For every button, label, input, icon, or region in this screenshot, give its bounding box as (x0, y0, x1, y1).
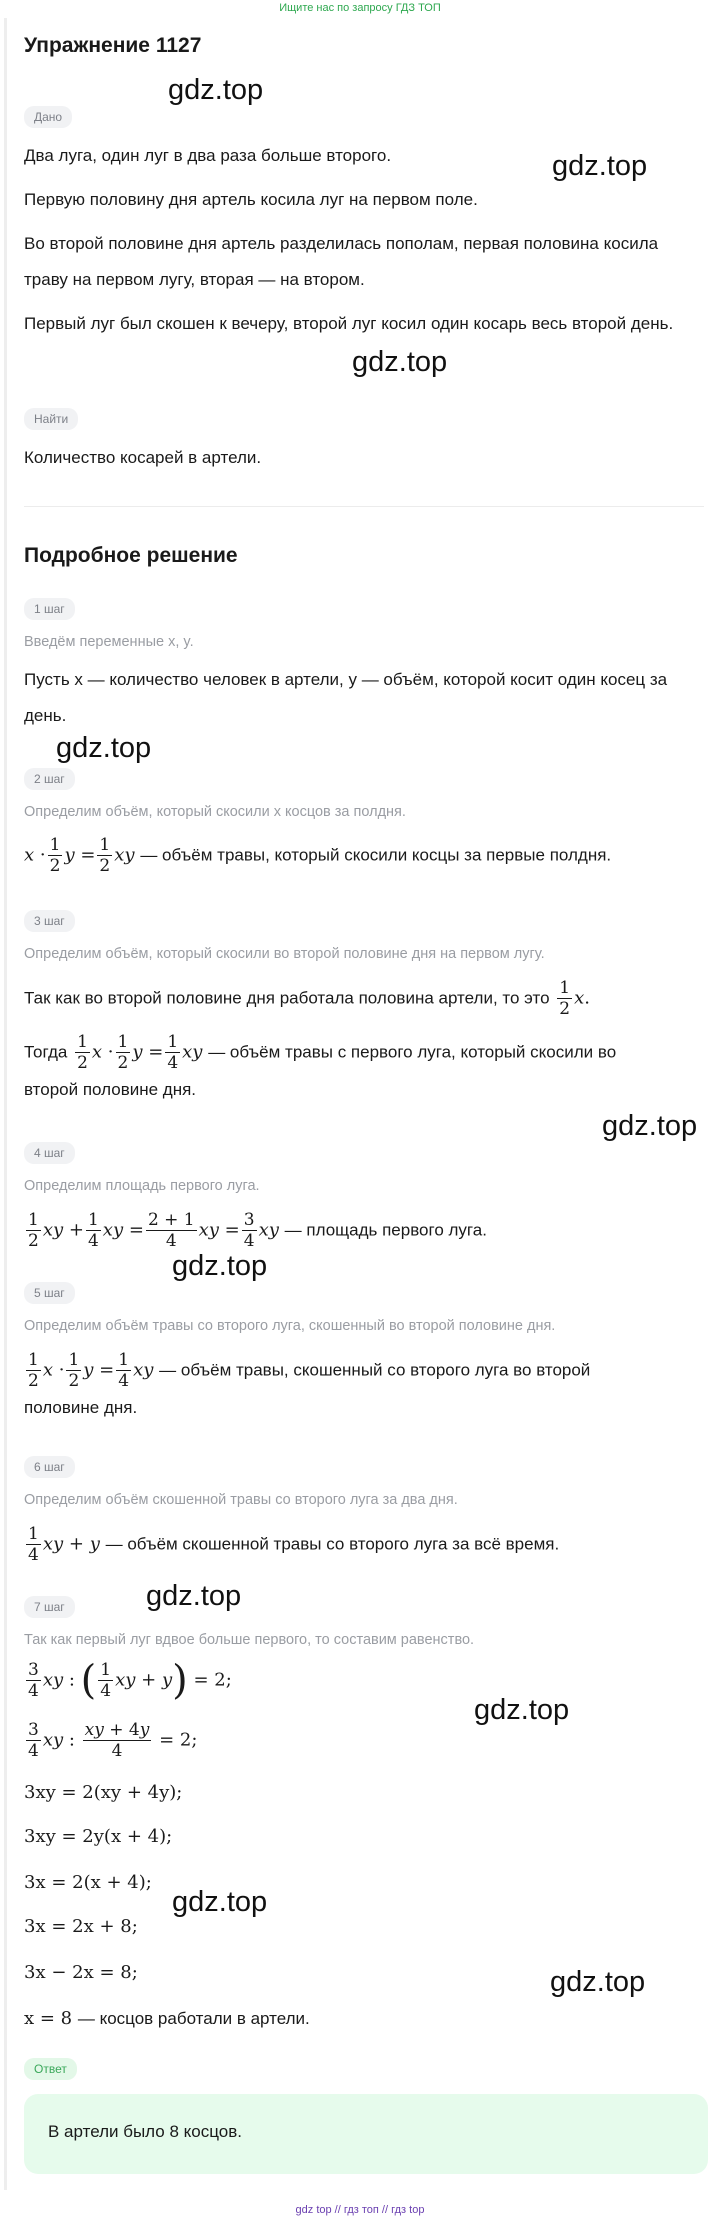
footer-links[interactable]: gdz top // гдз топ // гдз top (295, 2204, 425, 2216)
step-1-badge: 1 шаг (24, 598, 75, 620)
step-1-hint: Введём переменные x, y. (24, 634, 194, 650)
watermark: gdz.top (56, 732, 152, 764)
step-6-badge: 6 шаг (24, 1456, 75, 1478)
step-3-text-2c: второй половине дня. (24, 1080, 197, 1099)
step-3-hint: Определим объём, который скосили во второй половине дня на первом лугу. (24, 946, 545, 962)
given-line-4: Первый луг был скошен к вечеру, второй луг косил один косарь весь второй день. (24, 314, 674, 333)
step-3-badge: 3 шаг (24, 910, 75, 932)
step-7-hint: Так как первый луг вдвое больше первого, то составим равенство. (24, 1632, 475, 1648)
step-3-text-2a: Тогда (24, 1042, 68, 1062)
given-badge: Дано (24, 106, 72, 128)
watermark: gdz.top (474, 1694, 570, 1726)
step-6-hint: Определим объём скошенной травы со второго луга за два дня. (24, 1492, 458, 1508)
step-4-hint: Определим площадь первого луга. (24, 1178, 260, 1194)
step-3-text-2b: — объём травы с первого луга, который скосили во (208, 1042, 617, 1062)
step-6-formula: $\frac{1}{4}$ xy + y — объём скошенной травы со второго луга за всё время. (28, 1524, 560, 1565)
find-badge: Найти (24, 408, 78, 430)
step-4-formula: $\frac{1}{2}$ xy + $\frac{1}{4}$ xy = $\frac{2 + 1}{4}$ xy = $\frac{3}{4}$ xy — площадь первого луга. (28, 1210, 487, 1251)
step-5-text-1: — объём травы, скошенный со второго луга во второй (159, 1360, 591, 1380)
step-6-text: — объём скошенной травы со второго луга за всё время. (105, 1534, 560, 1554)
step-4-text: — площадь первого луга. (284, 1220, 487, 1240)
watermark: gdz.top (602, 1110, 698, 1142)
solution-title: Подробное решение (24, 544, 238, 567)
watermark: gdz.top (172, 1250, 268, 1282)
step-3-line-1: Так как во второй половине дня работала половина артели, то это $\frac{1}{2}$ x. (24, 978, 590, 1019)
given-line-3: Во второй половине дня артель разделилась пополам, первая половина косила траву на первом лугу, вторая — на втором. (24, 234, 659, 289)
step-7-eq-8-math: x = 8 (24, 2008, 73, 2029)
step-3-line-2: Тогда $\frac{1}{2}$ x · $\frac{1}{2}$ y = $\frac{1}{4}$ xy — объём травы с первого луга, который скосили во (24, 1032, 617, 1073)
step-7-eq-5: 3x = 2(x + 4); (24, 1872, 152, 1893)
step-7-eq-7: 3x − 2x = 8; (24, 1962, 138, 1983)
step-7-eq-8-text: — косцов работали в артели. (77, 2009, 310, 2028)
step-7-eq-4: 3xy = 2y(x + 4); (24, 1826, 173, 1847)
step-1-text: Пусть x — количество человек в артели, y — объём, которой косит один косец за день. (24, 670, 668, 725)
given-line-1: Два луга, один луг в два раза больше второго. (24, 146, 392, 165)
answer-badge: Ответ (24, 2058, 77, 2080)
answer-text: В артели было 8 косцов. (48, 2122, 242, 2141)
watermark: gdz.top (168, 74, 264, 106)
exercise-title: Упражнение 1127 (24, 34, 202, 57)
step-7-eq-6: 3x = 2x + 8; (24, 1916, 138, 1937)
step-7-eq-8 (24, 2004, 310, 2034)
watermark: gdz.top (146, 1580, 242, 1612)
find-text: Количество косарей в артели. (24, 448, 262, 467)
step-7-eq-3: 3xy = 2(xy + 4y); (24, 1782, 183, 1803)
step-2-text: — объём травы, который скосили косцы за первые полдня. (140, 845, 612, 865)
step-2-badge: 2 шаг (24, 768, 75, 790)
step-4-badge: 4 шаг (24, 1142, 75, 1164)
given-line-2: Первую половину дня артель косила луг на первом поле. (24, 190, 478, 209)
step-7-badge: 7 шаг (24, 1596, 75, 1618)
step-5-hint: Определим объём травы со второго луга, скошенный во второй половине дня. (24, 1318, 556, 1334)
watermark: gdz.top (172, 1886, 268, 1918)
divider (24, 506, 704, 507)
step-5-text-2: половине дня. (24, 1398, 138, 1417)
step-5-formula: $\frac{1}{2}$ x · $\frac{1}{2}$ y = $\frac{1}{4}$ xy — объём травы, скошенный со второго луга во второй (28, 1350, 591, 1391)
step-7-eq-2: $\frac{3}{4}$ xy : $\frac{xy + 4y}{4}$ = 2; (28, 1720, 198, 1761)
watermark: gdz.top (552, 150, 648, 182)
step-5-badge: 5 шаг (24, 1282, 75, 1304)
step-3-text-1: Так как во второй половине дня работала половина артели, то это (24, 988, 550, 1008)
watermark: gdz.top (550, 1966, 646, 1998)
watermark: gdz.top (352, 346, 448, 378)
step-7-eq-1: $\frac{3}{4}$ xy : ( $\frac{1}{4}$ xy + y) = 2; (28, 1657, 232, 1704)
step-2-hint: Определим объём, который скосили x косцов за полдня. (24, 804, 406, 820)
step-2-formula: x · $\frac{1}{2}$ y = $\frac{1}{2}$ xy — объём травы, который скосили косцы за первые полдня. (24, 835, 612, 876)
top-banner[interactable]: Ищите нас по запросу ГДЗ ТОП (279, 2, 441, 14)
